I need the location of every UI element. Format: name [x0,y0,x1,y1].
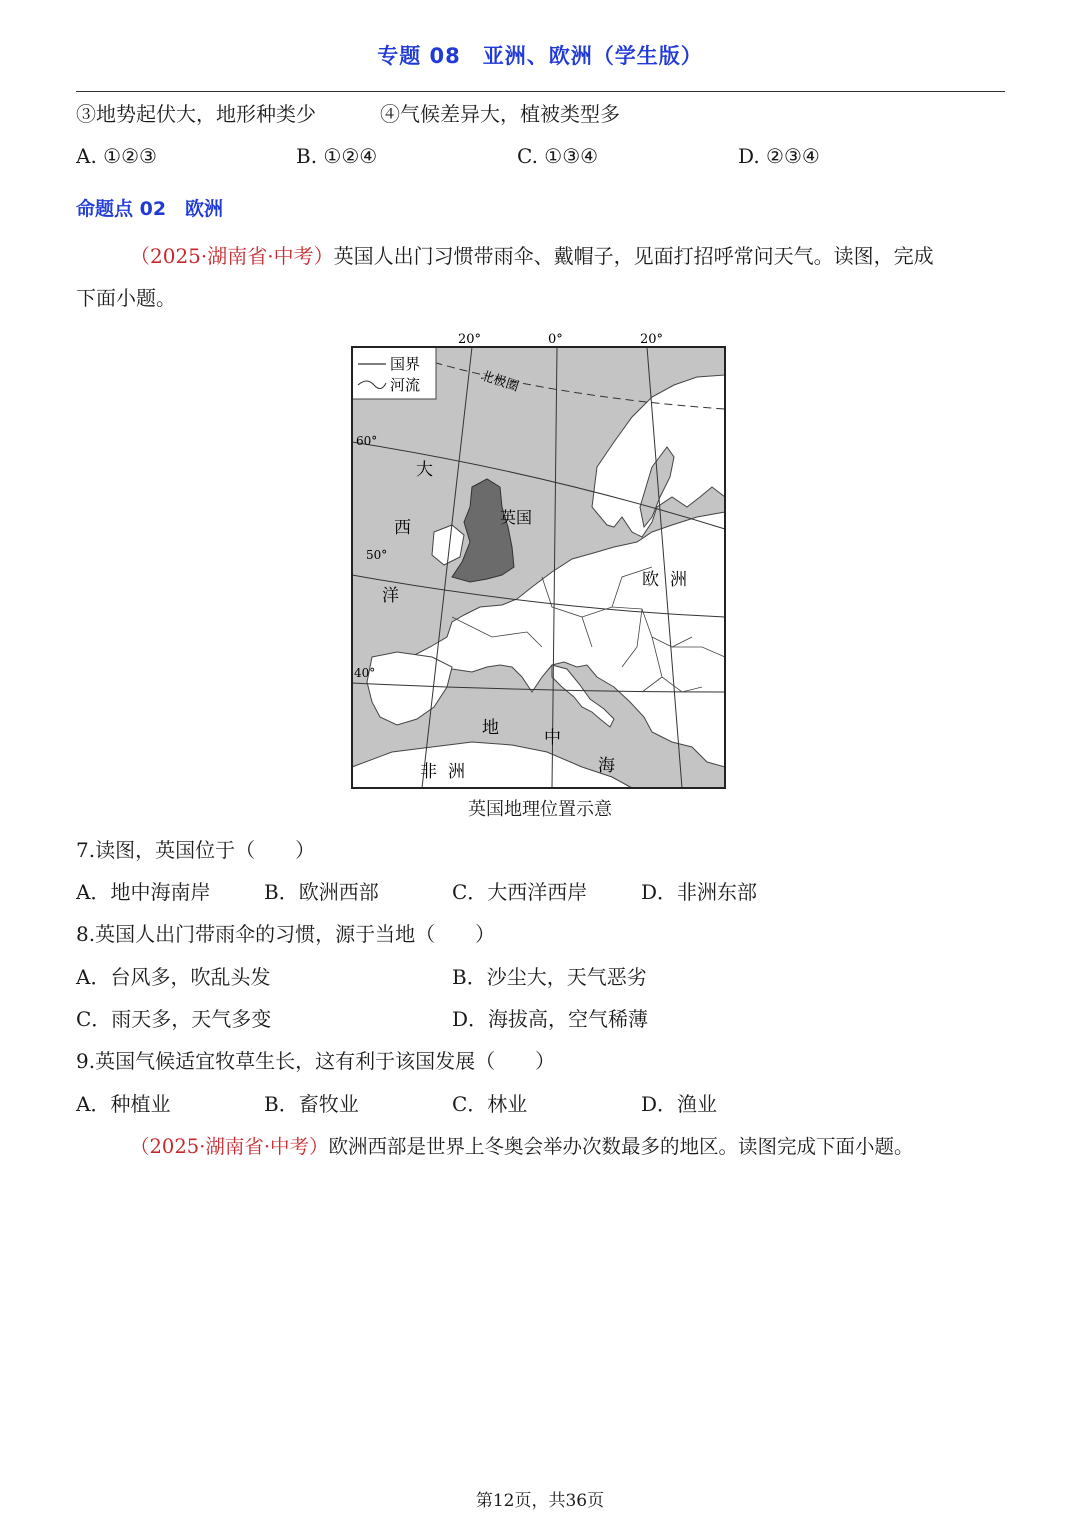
atlantic-label-3: 洋 [382,586,399,606]
intro1-text: 英国人出门习惯带雨伞、戴帽子，见面打招呼常问天气。读图，完成 [333,244,934,268]
intro2-source: （2025·湖南省·中考） [130,1135,329,1158]
lat-label-40: 40° [354,666,376,680]
intro1-line1 [130,242,934,270]
prev-option-4: ④气候差异大，植被类型多 [380,102,620,126]
header-divider [76,91,1005,92]
africa-label-2: 洲 [448,762,465,782]
intro2-line [130,1133,914,1161]
page-footer: 第12页，共36页 [475,1491,605,1511]
europe-label-2: 洲 [670,570,687,590]
q9-choice-b: B．畜牧业 [264,1092,359,1116]
africa-label-1: 非 [420,762,437,782]
intro1-line2: 下面小题。 [76,286,176,310]
legend-border-label: 国界 [390,355,421,373]
intro1-source: （2025·湖南省·中考） [130,244,334,268]
q9-stem: 9.英国气候适宜牧草生长，这有利于该国发展（ ） [76,1049,556,1073]
legend-river-label: 河流 [390,376,421,394]
lon-label-20e: 20° [640,332,664,347]
q8-choice-d: D．海拔高，空气稀薄 [452,1007,649,1031]
uk-label: 英国 [500,508,533,527]
page-header-title: 专题 08 亚洲、欧洲（学生版） [377,44,703,68]
q9-choice-d: D．渔业 [641,1092,718,1116]
med-label-3: 海 [598,756,615,776]
q7-stem: 7.读图，英国位于（ ） [76,838,316,862]
arctic-circle-label: 北极圈 [478,368,521,395]
q8-stem: 8.英国人出门带雨伞的习惯，源于当地（ ） [76,922,496,946]
q7-choice-c: C．大西洋西岸 [452,880,588,904]
map-caption: 英国地理位置示意 [468,799,612,820]
q7-choice-b: B．欧洲西部 [264,880,379,904]
q8-choice-b: B．沙尘大，天气恶劣 [452,965,647,989]
q8-choice-a: A．台风多，吹乱头发 [76,965,271,989]
q9-choice-a: A．种植业 [76,1092,171,1116]
prev-choice-b: B. ①②④ [296,144,378,168]
lat-label-60: 60° [356,434,378,448]
prev-choice-d: D. ②③④ [738,144,820,168]
atlantic-label-1: 大 [416,460,433,480]
prev-choice-a: A. ①②③ [76,144,157,168]
q8-choice-c: C．雨天多，天气多变 [76,1007,272,1031]
lon-label-0: 0° [548,332,563,347]
med-label-1: 地 [482,718,499,738]
europe-label-1: 欧 [642,570,659,590]
prev-option-3: ③地势起伏大，地形种类少 [76,102,316,126]
lat-label-50: 50° [366,548,388,562]
section-title: 命题点 02 欧洲 [76,198,224,220]
q9-choice-c: C．林业 [452,1092,528,1116]
intro2-text: 欧洲西部是世界上冬奥会举办次数最多的地区。读图完成下面小题。 [328,1135,914,1158]
lon-label-20w: 20° [458,332,482,347]
atlantic-label-2: 西 [394,518,411,538]
med-label-2: 中 [544,728,561,748]
uk-location-map [330,325,750,825]
q7-choice-d: D．非洲东部 [641,880,758,904]
q7-choice-a: A．地中海南岸 [76,880,211,904]
map-svg [330,325,750,795]
prev-choice-c: C. ①③④ [517,144,599,168]
